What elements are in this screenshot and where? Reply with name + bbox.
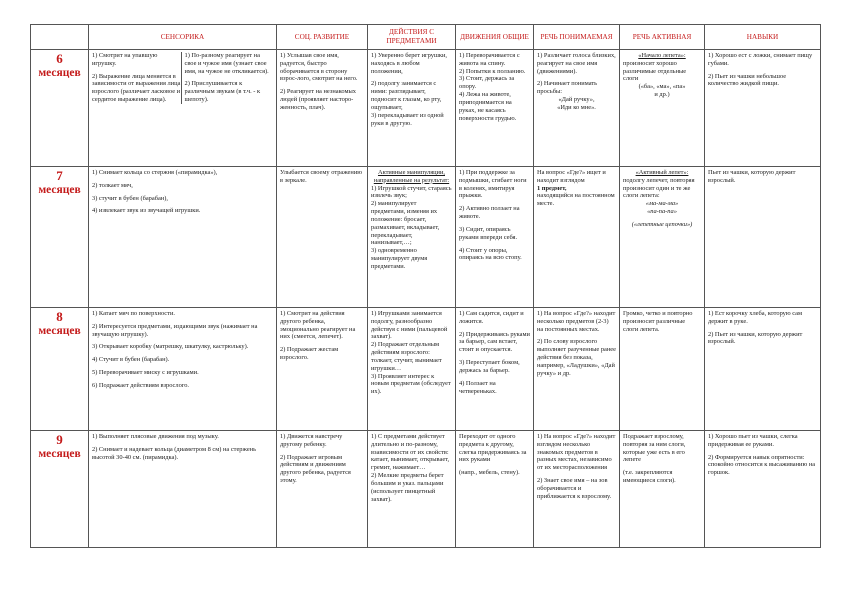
cell-dejstviya: Активные манипуляции, направленные на результат: 1) Игрушкой стучит, стараясь извлечь звук; 2) манипулирует предметами, изменяя их положение: бросает, размахивает, вкладывает, перекладывает, нанизывает,…; 3) одновременно манипулирует двумя предметами. [368, 167, 456, 308]
cell-rech-akt: Громко, четко и повторно произносит различные слоги лепета. [620, 308, 705, 431]
cell-soc: 1) Смотрит на действия другого ребенка, эмоционально реагирует на них (смеется, лепечет). 2) Подражает жестам взрослого. [277, 308, 368, 431]
table-row [31, 431, 821, 548]
cell-dejstviya: 1) С предметами действует длительно и по-разному, взависимости от их свойств: катает, вынимает, открывает, гремит, нажимает… 2) Мелкие предметы берет большим и указ. пальцами (использует пинцетный захват). [368, 431, 456, 548]
age-cell: 9 месяцев [31, 431, 89, 548]
sensorika-left: 1) Смотрит на упавшую игрушку. 2) Выражение лица меняется в зависимости от выражения лица взрослого (различает ласковое и сердитое выражение лица). [92, 52, 181, 104]
table-row [31, 308, 821, 431]
cell-navyki: 1) Ест корочку хлеба, которую сам держит в руке. 2) Пьет из чашки, которую держит взрослый. [705, 308, 821, 431]
cell-dvizheniya: 1) Сам садится, сидит и ложится. 2) Придерживаясь руками за барьер, сам встает, стоит и опускается. 3) Переступает боком, держась за барьер. 4) Ползает на четвереньках. [456, 308, 534, 431]
age-header-cell [31, 25, 89, 50]
age-cell: 6 месяцев [31, 50, 89, 167]
sensorika-right: 1) По-разному реагирует на свое и чужое имя (узнает свое имя, на чужое не откликается). 2) Прислушивается к различным звукам (в т.ч. - к шепоту). [181, 52, 274, 104]
cell-dvizheniya: 1) Переворачивается с живота на спину. 2) Попытки к ползанию. 3) Стоит, держась за опору. 4) Лежа на животе, приподнимается на руках, не касаясь поверхности грудью. [456, 50, 534, 167]
header-navyki: НАВЫКИ [705, 25, 821, 50]
cell-soc: Улыбается своему отражению в зеркале. [277, 167, 368, 308]
cell-sensorika: 1) Выполняет плясовые движения под музыку. 2) Снимает и надевает кольца (диаметром 8 см) на стержень высотой 30-40 см. (пирамидка). [89, 431, 277, 548]
cell-dvizheniya: Переходит от одного предмета к другому, слегка придерживаясь за них руками (напр., мебель, стену). [456, 431, 534, 548]
header-dvizheniya: ДВИЖЕНИЯ ОБЩИЕ [456, 25, 534, 50]
cell-sensorika: 1) Катает мяч по поверхности. 2) Интересуется предметами, издающими звук (нажимает на звучащую игрушку). 3) Открывает коробку (матрешку, шкатулку, кастрюльку). 4) Стучит в бубен (барабан). 5) Переворачивает миску с игрушками. 6) Подражает действиям взрослого. [89, 308, 277, 431]
development-table [30, 24, 821, 548]
age-cell: 7 месяцев [31, 167, 89, 308]
cell-navyki: 1) Хорошо ест с ложки, снимает пищу губами. 2) Пьет из чашки небольшое количество жидкой пищи. [705, 50, 821, 167]
cell-navyki: Пьет из чашки, которую держит взрослый. [705, 167, 821, 308]
header-row [31, 25, 821, 50]
cell-dejstviya: 1) Игрушками занимается подолгу, разнообразно действуя с ними (пальцевой захват). 2) Подражает отдельным действиям взрослого: толкает, стучит, вынимает игрушки… 3) Проявляет интерес к новым предметам (обследует их). [368, 308, 456, 431]
cell-sensorika: 1) Снимает кольца со стержня («пирамидка»), 2) толкает мяч, 3) стучит в бубен (барабан), 4) извлекает звук из звучащей игрушки. [89, 167, 277, 308]
header-rech-akt: РЕЧЬ АКТИВНАЯ [620, 25, 705, 50]
header-dejstviya: ДЕЙСТВИЯ С ПРЕДМЕТАМИ [368, 25, 456, 50]
cell-dejstviya: 1) Уверенно берет игрушки, находясь в любом положении, 2) подолгу занимается с ними: разглядывает, подносит к глазам, ко рту, ощупывает, 3) перекладывает из одной руки в другую. [368, 50, 456, 167]
header-soc: СОЦ. РАЗВИТИЕ [277, 25, 368, 50]
cell-sensorika [89, 50, 277, 167]
cell-dvizheniya: 1) При поддержке за подмышки, сгибает ноги в коленях, имитируя прыжки. 2) Активно ползает на животе. 3) Сидит, опираясь руками впереди себя. 4) Стоит у опоры, опираясь на всю стопу. [456, 167, 534, 308]
header-sensorika: СЕНСОРИКА [89, 25, 277, 50]
cell-rech-pon: 1) На вопрос «Где?» находит взглядом несколько знакомых предметов в разных местах, независимо от их месторасположения 2) Знает свое имя – на зов оборачивается и приближается к взрослому. [534, 431, 620, 548]
cell-soc: 1) Движется навстречу другому ребенку. 2) Подражает игровым действиям и движениям другого ребенка, радуется этому. [277, 431, 368, 548]
cell-rech-akt: «Начало лепета»: произносит хорошо различимые отдельные слоги («ба», «ма», «па» и др.) [620, 50, 705, 167]
cell-soc: 1) Услышав свое имя, радуется, быстро оборачивается в сторону взрос-лого, смотрит на него. 2) Реагирует на незнакомых людей (проявляет насторо-женность, плач). [277, 50, 368, 167]
cell-rech-pon: На вопрос «Где?» ищет и находит взглядом 1 предмет, находящийся на постоянном месте. [534, 167, 620, 308]
header-rech-pon: РЕЧЬ ПОНИМАЕМАЯ [534, 25, 620, 50]
cell-navyki: 1) Хорошо пьет из чашки, слегка придерживая ее руками. 2) Формируется навык опрятности: спокойно относится к высаживанию на горшок. [705, 431, 821, 548]
cell-rech-akt: «Активный лепет»: подолгу лепечет, повторяя произносит один и те же слоги лепета: «ма-ма-ма» «па-па-па» («лепетные цепочки») [620, 167, 705, 308]
cell-rech-akt: Подражает взрослому, повторяя за ним слоги, которые уже есть в его лепете (т.е. закрепляются имеющиеся слоги). [620, 431, 705, 548]
cell-rech-pon: 1) На вопрос «Где?» находит несколько предметов (2-3) на постоянных местах. 2) По слову взрослого выполняет разученные ранее действия без показа, например, «Ладушки», «Дай ручку» и др. [534, 308, 620, 431]
table-row [31, 167, 821, 308]
table-row [31, 50, 821, 167]
cell-rech-pon: 1) Различает голоса близких, реагирует на свое имя (движениями). 2) Начинает понимать просьбы: «Дай ручку», «Иди ко мне». [534, 50, 620, 167]
age-cell: 8 месяцев [31, 308, 89, 431]
